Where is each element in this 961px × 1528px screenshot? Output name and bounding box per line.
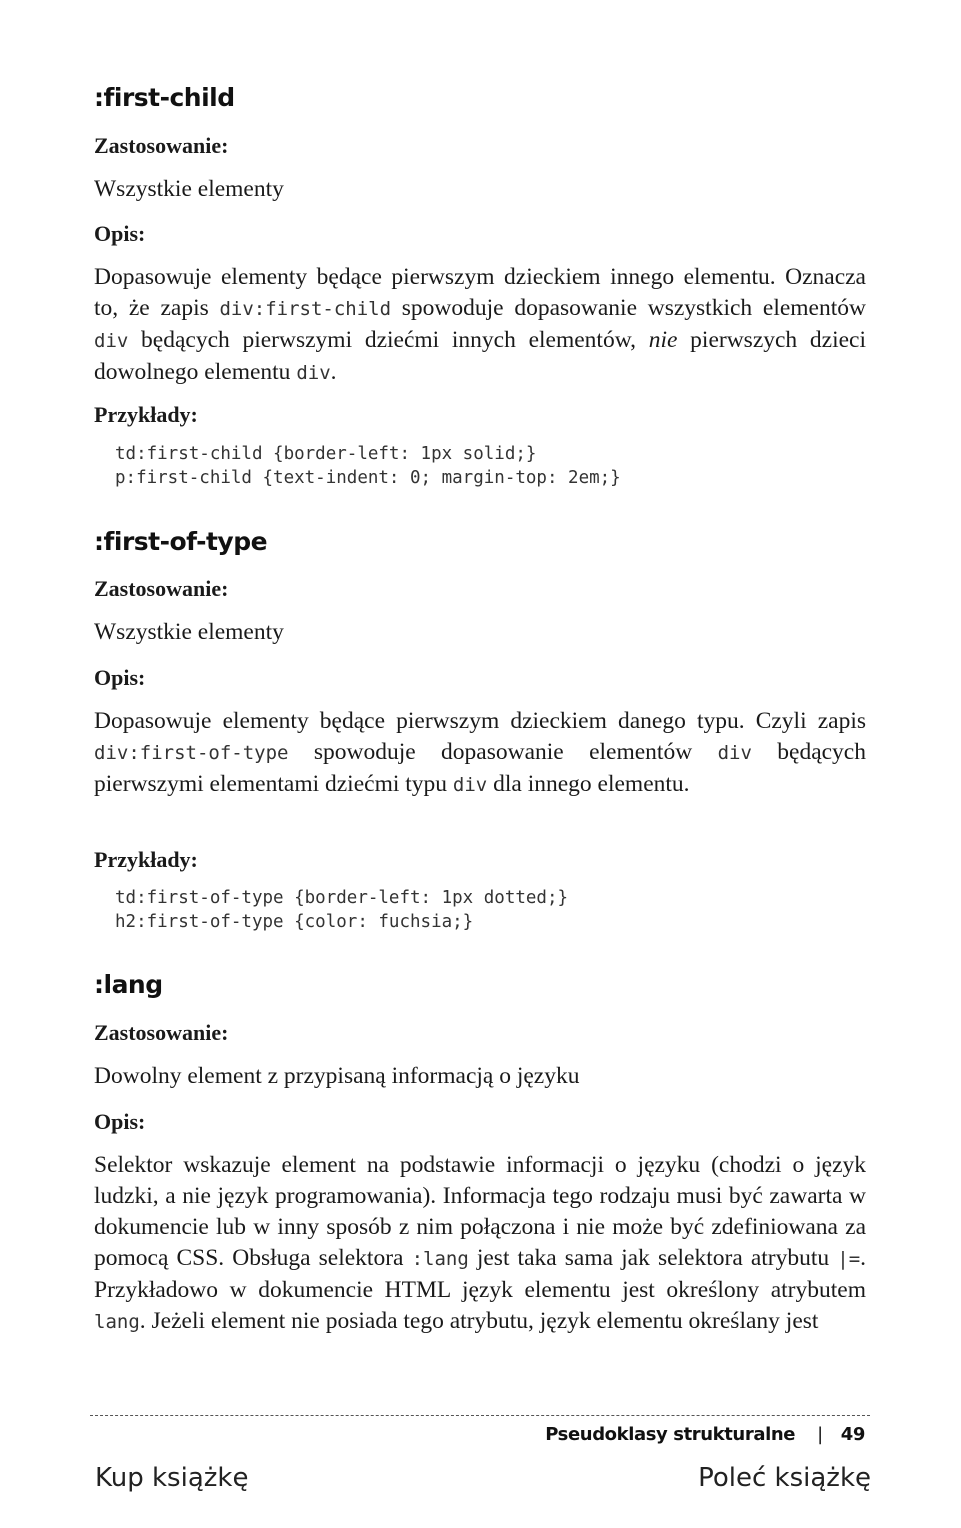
inline-code: div [717, 742, 752, 764]
applies-text: Wszystkie elementy [94, 619, 284, 645]
applies-label: Zastosowanie: [94, 1020, 229, 1045]
description-label: Opis: [94, 1109, 146, 1134]
footer-divider [90, 1415, 870, 1416]
inline-code: div [296, 362, 331, 384]
buy-book-link[interactable]: Kup książkę [95, 1463, 249, 1493]
inline-code: div:first-of-type [94, 742, 289, 764]
section-title-first-of-type: :first-of-type [94, 527, 268, 556]
running-footer [545, 1424, 865, 1445]
section-title-first-child: :first-child [94, 83, 235, 112]
applies-text: Dowolny element z przypisaną informacją o języku [94, 1063, 580, 1089]
recommend-book-link[interactable]: Poleć książkę [698, 1463, 871, 1493]
description-label: Opis: [94, 221, 146, 246]
footer-separator: | [817, 1424, 823, 1445]
inline-code: lang [94, 1311, 140, 1333]
inline-code: div [94, 330, 129, 352]
description-text: Selektor wskazuje element na podstawie informacji o języku (chodzi o język ludzki, a nie język programowania). Informacja tego rodzaju musi być zawarta w dokumencie lub w inny sposób z nim połączona i nie może być zdefiniowana za pomocą CSS. Obsługa selektora :lang jest taka sama jak selektora atrybutu |=. Przykładowo w dokumencie HTML język elementu jest określony atrybutem lang. Jeżeli element nie posiada tego atrybutu, język elementu określany jest [94, 1152, 867, 1334]
inline-code: div [452, 774, 488, 796]
code-example: td:first-child {border-left: 1px solid;} p:first-child {text-indent: 0; margin-top: 2em;} [115, 444, 621, 488]
section-title-lang: :lang [94, 970, 163, 999]
applies-text: Wszystkie elementy [94, 176, 284, 202]
examples-label: Przykłady: [94, 847, 198, 872]
running-title: Pseudoklasy strukturalne [545, 1424, 796, 1445]
inline-code: div:first-child [219, 298, 392, 320]
emphasis: nie [648, 327, 678, 353]
description-text: Dopasowuje elementy będące pierwszym dzieckiem danego typu. Czyli zapis div:first-of-type spowoduje dopasowanie elementów div będących pierwszymi elementami dziećmi typu div dla innego elementu. [94, 708, 866, 797]
inline-code: |= [837, 1248, 861, 1270]
page-number: 49 [840, 1424, 865, 1445]
description-text: Dopasowuje elementy będące pierwszym dzieckiem innego elementu. Oznacza to, że zapis div:first-child spowoduje dopasowanie wszystkich elementów div będących pierwszymi dziećmi innych elementów, nie pierwszych dzieci dowolnego elementu div. [94, 264, 866, 385]
inline-code: :lang [411, 1248, 469, 1270]
examples-label: Przykłady: [94, 402, 198, 427]
applies-label: Zastosowanie: [94, 576, 229, 601]
code-example: td:first-of-type {border-left: 1px dotted;} h2:first-of-type {color: fuchsia;} [115, 888, 569, 932]
applies-label: Zastosowanie: [94, 133, 229, 158]
description-label: Opis: [94, 665, 146, 690]
